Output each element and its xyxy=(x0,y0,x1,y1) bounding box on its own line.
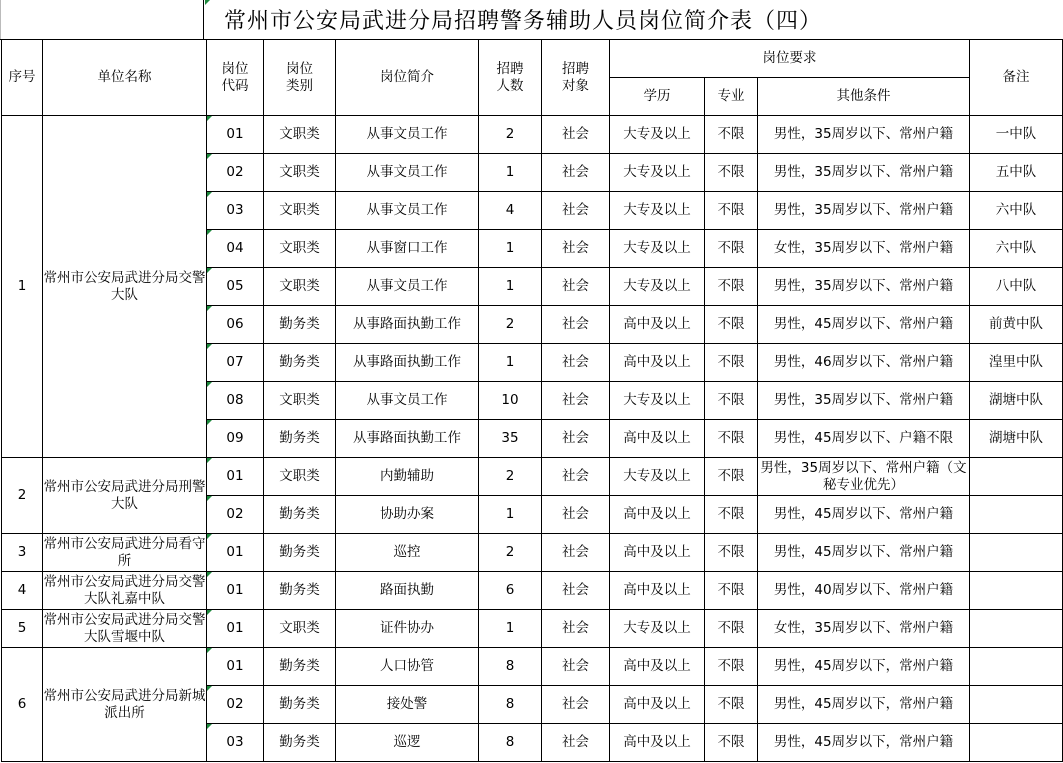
cell-intro[interactable]: 从事路面执勤工作 xyxy=(336,306,479,344)
cell-intro[interactable]: 接处警 xyxy=(336,686,479,724)
cell-other[interactable]: 男性，35周岁以下、常州户籍（文秘专业优先） xyxy=(758,458,970,496)
table-row xyxy=(2,116,1063,154)
unit-name-cell[interactable]: 常州市公安局武进分局交警大队礼嘉中队 xyxy=(43,572,207,610)
cell-target[interactable]: 社会 xyxy=(542,648,610,686)
cell-code[interactable]: 02 xyxy=(207,496,264,534)
cell-target[interactable]: 社会 xyxy=(542,420,610,458)
cell-code[interactable]: 03 xyxy=(207,724,264,762)
header-type-text: 岗位 类别 xyxy=(286,60,313,94)
unit-name-cell[interactable]: 常州市公安局武进分局交警大队 xyxy=(43,116,207,458)
unit-name-cell[interactable]: 常州市公安局武进分局交警大队雪堰中队 xyxy=(43,610,207,648)
cell-code[interactable]: 08 xyxy=(207,382,264,420)
cell-other[interactable]: 男性，46周岁以下、常州户籍 xyxy=(758,344,970,382)
cell-remark[interactable]: 八中队 xyxy=(970,268,1063,306)
cell-major[interactable]: 不限 xyxy=(705,344,758,382)
cell-code[interactable]: 01 xyxy=(207,458,264,496)
table-row xyxy=(2,572,1063,610)
cell-type[interactable]: 文职类 xyxy=(264,268,336,306)
table-row xyxy=(2,458,1063,496)
cell-count[interactable]: 10 xyxy=(479,382,542,420)
cell-remark[interactable]: 六中队 xyxy=(970,192,1063,230)
table-row xyxy=(2,534,1063,572)
header-requirements[interactable]: 岗位要求 xyxy=(610,40,970,78)
cell-edu[interactable]: 大专及以上 xyxy=(610,382,705,420)
cell-edu[interactable]: 大专及以上 xyxy=(610,458,705,496)
unit-seq-cell[interactable]: 3 xyxy=(2,534,43,572)
cell-target[interactable]: 社会 xyxy=(542,534,610,572)
cell-major[interactable]: 不限 xyxy=(705,648,758,686)
cell-edu[interactable]: 高中及以上 xyxy=(610,572,705,610)
cell-remark[interactable] xyxy=(970,572,1063,610)
cell-major[interactable]: 不限 xyxy=(705,306,758,344)
cell-remark[interactable]: 前黄中队 xyxy=(970,306,1063,344)
cell-count[interactable]: 8 xyxy=(479,686,542,724)
cell-major[interactable]: 不限 xyxy=(705,420,758,458)
unit-seq-cell[interactable]: 1 xyxy=(2,116,43,458)
cell-remark[interactable]: 六中队 xyxy=(970,230,1063,268)
cell-target[interactable]: 社会 xyxy=(542,724,610,762)
cell-target[interactable]: 社会 xyxy=(542,192,610,230)
cell-major[interactable]: 不限 xyxy=(705,572,758,610)
cell-target[interactable]: 社会 xyxy=(542,344,610,382)
cell-major[interactable]: 不限 xyxy=(705,458,758,496)
cell-count[interactable]: 6 xyxy=(479,572,542,610)
title-blank-cell[interactable] xyxy=(0,0,204,39)
cell-edu[interactable]: 高中及以上 xyxy=(610,344,705,382)
cell-count[interactable]: 1 xyxy=(479,268,542,306)
cell-intro[interactable]: 从事文员工作 xyxy=(336,192,479,230)
cell-edu[interactable]: 高中及以上 xyxy=(610,724,705,762)
cell-edu[interactable]: 高中及以上 xyxy=(610,686,705,724)
cell-edu[interactable]: 高中及以上 xyxy=(610,420,705,458)
cell-intro[interactable]: 人口协管 xyxy=(336,648,479,686)
cell-major[interactable]: 不限 xyxy=(705,154,758,192)
position-table xyxy=(1,39,1063,762)
header-count[interactable] xyxy=(479,40,542,116)
cell-type[interactable]: 勤务类 xyxy=(264,344,336,382)
cell-major[interactable]: 不限 xyxy=(705,496,758,534)
cell-intro[interactable]: 协助办案 xyxy=(336,496,479,534)
cell-major[interactable]: 不限 xyxy=(705,724,758,762)
cell-count[interactable]: 2 xyxy=(479,306,542,344)
header-type[interactable] xyxy=(264,40,336,116)
cell-major[interactable]: 不限 xyxy=(705,116,758,154)
cell-edu[interactable]: 高中及以上 xyxy=(610,648,705,686)
header-seq[interactable]: 序号 xyxy=(2,40,43,116)
cell-code[interactable]: 03 xyxy=(207,192,264,230)
cell-other[interactable]: 男性，45周岁以下，常州户籍 xyxy=(758,686,970,724)
cell-type[interactable]: 文职类 xyxy=(264,230,336,268)
cell-remark[interactable] xyxy=(970,610,1063,648)
cell-code[interactable]: 01 xyxy=(207,648,264,686)
cell-count[interactable]: 2 xyxy=(479,116,542,154)
cell-intro[interactable]: 从事文员工作 xyxy=(336,382,479,420)
cell-remark[interactable] xyxy=(970,458,1063,496)
header-other[interactable]: 其他条件 xyxy=(758,78,970,116)
cell-other[interactable]: 男性，45周岁以下、户籍不限 xyxy=(758,420,970,458)
cell-remark[interactable]: 湖塘中队 xyxy=(970,420,1063,458)
unit-seq-cell[interactable]: 2 xyxy=(2,458,43,534)
cell-type[interactable]: 勤务类 xyxy=(264,496,336,534)
cell-intro[interactable]: 从事文员工作 xyxy=(336,116,479,154)
header-major[interactable]: 专业 xyxy=(705,78,758,116)
cell-remark[interactable] xyxy=(970,648,1063,686)
cell-remark[interactable] xyxy=(970,724,1063,762)
cell-edu[interactable]: 高中及以上 xyxy=(610,496,705,534)
table-row xyxy=(2,610,1063,648)
cell-type[interactable]: 文职类 xyxy=(264,116,336,154)
cell-type[interactable]: 勤务类 xyxy=(264,648,336,686)
cell-code[interactable]: 06 xyxy=(207,306,264,344)
cell-other[interactable]: 女性，35周岁以下、常州户籍 xyxy=(758,230,970,268)
cell-code[interactable]: 02 xyxy=(207,686,264,724)
cell-other[interactable]: 男性，35周岁以下、常州户籍 xyxy=(758,192,970,230)
cell-remark[interactable] xyxy=(970,686,1063,724)
cell-intro[interactable]: 巡控 xyxy=(336,534,479,572)
cell-code[interactable]: 01 xyxy=(207,610,264,648)
cell-code[interactable]: 01 xyxy=(207,534,264,572)
cell-code[interactable]: 02 xyxy=(207,154,264,192)
cell-target[interactable]: 社会 xyxy=(542,116,610,154)
cell-intro[interactable]: 从事文员工作 xyxy=(336,154,479,192)
cell-type[interactable]: 勤务类 xyxy=(264,306,336,344)
cell-target[interactable]: 社会 xyxy=(542,382,610,420)
cell-count[interactable]: 2 xyxy=(479,458,542,496)
cell-count[interactable]: 8 xyxy=(479,724,542,762)
unit-name-cell[interactable]: 常州市公安局武进分局新城派出所 xyxy=(43,648,207,762)
cell-type[interactable]: 勤务类 xyxy=(264,724,336,762)
unit-name-cell[interactable]: 常州市公安局武进分局刑警大队 xyxy=(43,458,207,534)
cell-other[interactable]: 女性，35周岁以下、常州户籍 xyxy=(758,610,970,648)
cell-target[interactable]: 社会 xyxy=(542,458,610,496)
cell-other[interactable]: 男性，45周岁以下，常州户籍 xyxy=(758,724,970,762)
cell-other[interactable]: 男性，35周岁以下、常州户籍 xyxy=(758,116,970,154)
cell-remark[interactable]: 一中队 xyxy=(970,116,1063,154)
header-remark[interactable]: 备注 xyxy=(970,40,1063,116)
cell-type[interactable]: 勤务类 xyxy=(264,686,336,724)
cell-edu[interactable]: 高中及以上 xyxy=(610,306,705,344)
cell-other[interactable]: 男性，35周岁以下、常州户籍 xyxy=(758,382,970,420)
cell-edu[interactable]: 大专及以上 xyxy=(610,116,705,154)
cell-count[interactable]: 1 xyxy=(479,154,542,192)
cell-edu[interactable]: 大专及以上 xyxy=(610,610,705,648)
cell-intro[interactable]: 证件协办 xyxy=(336,610,479,648)
cell-edu[interactable]: 大专及以上 xyxy=(610,154,705,192)
cell-major[interactable]: 不限 xyxy=(705,268,758,306)
cell-intro[interactable]: 路面执勤 xyxy=(336,572,479,610)
cell-other[interactable]: 男性，45周岁以下，常州户籍 xyxy=(758,648,970,686)
cell-intro[interactable]: 从事路面执勤工作 xyxy=(336,420,479,458)
cell-count[interactable]: 35 xyxy=(479,420,542,458)
table-row xyxy=(2,648,1063,686)
cell-intro[interactable]: 从事路面执勤工作 xyxy=(336,344,479,382)
cell-other[interactable]: 男性，35周岁以下、常州户籍 xyxy=(758,154,970,192)
cell-count[interactable]: 1 xyxy=(479,496,542,534)
cell-type[interactable]: 勤务类 xyxy=(264,534,336,572)
cell-count[interactable]: 1 xyxy=(479,344,542,382)
cell-remark[interactable]: 湟里中队 xyxy=(970,344,1063,382)
cell-other[interactable]: 男性，45周岁以下、常州户籍 xyxy=(758,534,970,572)
cell-intro[interactable]: 从事窗口工作 xyxy=(336,230,479,268)
cell-code[interactable]: 01 xyxy=(207,572,264,610)
cell-code[interactable]: 04 xyxy=(207,230,264,268)
cell-target[interactable]: 社会 xyxy=(542,572,610,610)
cell-type[interactable]: 勤务类 xyxy=(264,572,336,610)
cell-count[interactable]: 1 xyxy=(479,230,542,268)
cell-other[interactable]: 男性，40周岁以下、常州户籍 xyxy=(758,572,970,610)
cell-target[interactable]: 社会 xyxy=(542,230,610,268)
unit-seq-cell[interactable]: 6 xyxy=(2,648,43,762)
cell-target[interactable]: 社会 xyxy=(542,306,610,344)
cell-count[interactable]: 8 xyxy=(479,648,542,686)
cell-target[interactable]: 社会 xyxy=(542,268,610,306)
cell-major[interactable]: 不限 xyxy=(705,534,758,572)
header-unit[interactable]: 单位名称 xyxy=(43,40,207,116)
cell-remark[interactable] xyxy=(970,534,1063,572)
cell-major[interactable]: 不限 xyxy=(705,382,758,420)
cell-edu[interactable]: 大专及以上 xyxy=(610,268,705,306)
cell-code[interactable]: 09 xyxy=(207,420,264,458)
cell-intro[interactable]: 巡逻 xyxy=(336,724,479,762)
cell-code[interactable]: 07 xyxy=(207,344,264,382)
cell-target[interactable]: 社会 xyxy=(542,686,610,724)
cell-type[interactable]: 文职类 xyxy=(264,192,336,230)
cell-edu[interactable]: 高中及以上 xyxy=(610,534,705,572)
cell-remark[interactable]: 五中队 xyxy=(970,154,1063,192)
cell-type[interactable]: 文职类 xyxy=(264,382,336,420)
cell-major[interactable]: 不限 xyxy=(705,610,758,648)
header-education[interactable]: 学历 xyxy=(610,78,705,116)
cell-type[interactable]: 勤务类 xyxy=(264,420,336,458)
cell-other[interactable]: 男性，35周岁以下、常州户籍 xyxy=(758,268,970,306)
cell-remark[interactable] xyxy=(970,496,1063,534)
unit-seq-cell[interactable]: 4 xyxy=(2,572,43,610)
cell-edu[interactable]: 大专及以上 xyxy=(610,230,705,268)
cell-count[interactable]: 1 xyxy=(479,610,542,648)
cell-comment-marker xyxy=(205,0,210,5)
cell-major[interactable]: 不限 xyxy=(705,686,758,724)
cell-intro[interactable]: 内勤辅助 xyxy=(336,458,479,496)
unit-name-cell[interactable]: 常州市公安局武进分局看守所 xyxy=(43,534,207,572)
cell-count[interactable]: 2 xyxy=(479,534,542,572)
cell-other[interactable]: 男性，45周岁以下、常州户籍 xyxy=(758,306,970,344)
cell-intro[interactable]: 从事文员工作 xyxy=(336,268,479,306)
cell-remark[interactable]: 湖塘中队 xyxy=(970,382,1063,420)
title-row xyxy=(0,0,1063,40)
header-intro[interactable]: 岗位简介 xyxy=(336,40,479,116)
header-target-text: 招聘 对象 xyxy=(562,60,589,94)
cell-edu[interactable]: 大专及以上 xyxy=(610,192,705,230)
cell-type[interactable]: 文职类 xyxy=(264,154,336,192)
cell-target[interactable]: 社会 xyxy=(542,154,610,192)
cell-count[interactable]: 4 xyxy=(479,192,542,230)
header-code[interactable] xyxy=(207,40,264,116)
cell-code[interactable]: 05 xyxy=(207,268,264,306)
header-row-1 xyxy=(2,40,1063,78)
cell-major[interactable]: 不限 xyxy=(705,230,758,268)
cell-code[interactable]: 01 xyxy=(207,116,264,154)
sheet-title[interactable]: 常州市公安局武进分局招聘警务辅助人员岗位简介表（四） xyxy=(224,9,823,34)
cell-target[interactable]: 社会 xyxy=(542,496,610,534)
cell-type[interactable]: 文职类 xyxy=(264,458,336,496)
header-code-text: 岗位 代码 xyxy=(221,60,249,94)
cell-target[interactable]: 社会 xyxy=(542,610,610,648)
cell-type[interactable]: 文职类 xyxy=(264,610,336,648)
cell-major[interactable]: 不限 xyxy=(705,192,758,230)
cell-other[interactable]: 男性，45周岁以下、常州户籍 xyxy=(758,496,970,534)
unit-seq-cell[interactable]: 5 xyxy=(2,610,43,648)
header-target[interactable] xyxy=(542,40,610,116)
header-count-text: 招聘 人数 xyxy=(496,60,524,94)
